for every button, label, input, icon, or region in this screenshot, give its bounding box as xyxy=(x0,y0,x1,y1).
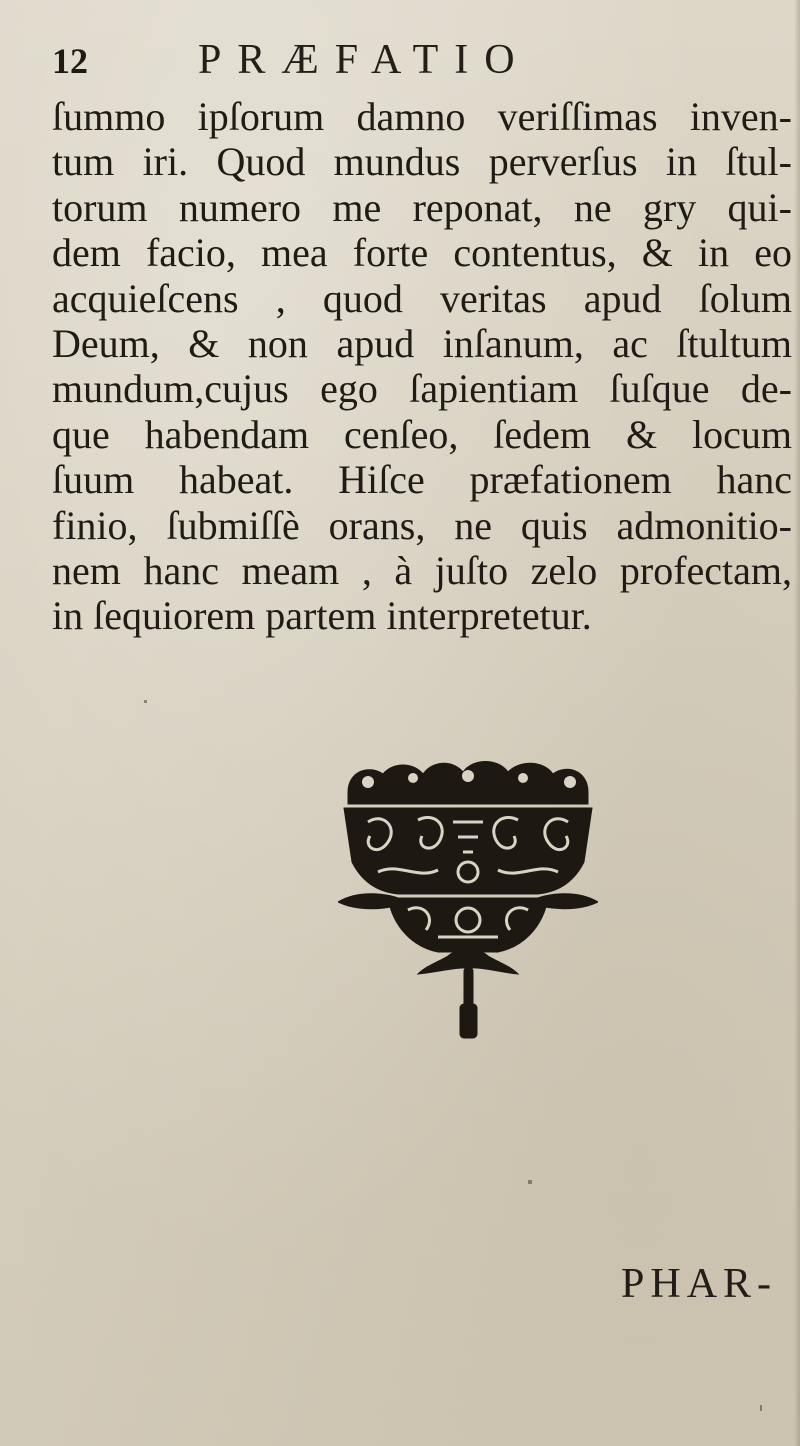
text-line: que habendam cenſeo, ſedem & locum xyxy=(52,411,792,457)
printers-ornament-icon xyxy=(338,752,598,1042)
text-line: ſuum habeat. Hiſce præfationem hanc xyxy=(52,457,792,503)
text-line: in ſequiorem partem interpretetur. xyxy=(52,593,592,639)
text-line: tum iri. Quod mundus perverſus in ſtul- xyxy=(52,139,792,185)
page-header xyxy=(52,36,752,96)
text-line: dem facio, mea forte contentus, & in eo xyxy=(52,230,792,276)
text-line: finio, ſubmiſſè orans, ne quis admonitio- xyxy=(52,502,792,548)
text-line: acquieſcens , quod veritas apud ſolum xyxy=(52,275,792,321)
paper-fleck xyxy=(144,700,147,703)
text-line: mundum,cujus ego ſapientiam ſuſque de- xyxy=(52,366,792,412)
paper-fleck xyxy=(760,1405,762,1411)
text-line: ſummo ipſorum damno veriſſimas inven- xyxy=(52,94,792,139)
page-number: 12 xyxy=(52,41,88,81)
running-head: PRÆFATIO xyxy=(198,37,531,83)
catchword: PHAR- xyxy=(621,1261,778,1307)
paper-fleck xyxy=(528,1180,532,1184)
text-line: Deum, & non apud inſanum, ac ſtultum xyxy=(52,320,792,366)
body-text xyxy=(52,94,792,639)
text-line: torum numero me reponat, ne gry qui- xyxy=(52,184,792,230)
text-line: nem hanc meam , à juſto zelo profectam, xyxy=(52,547,792,593)
page-edge-shadow xyxy=(794,0,800,1446)
